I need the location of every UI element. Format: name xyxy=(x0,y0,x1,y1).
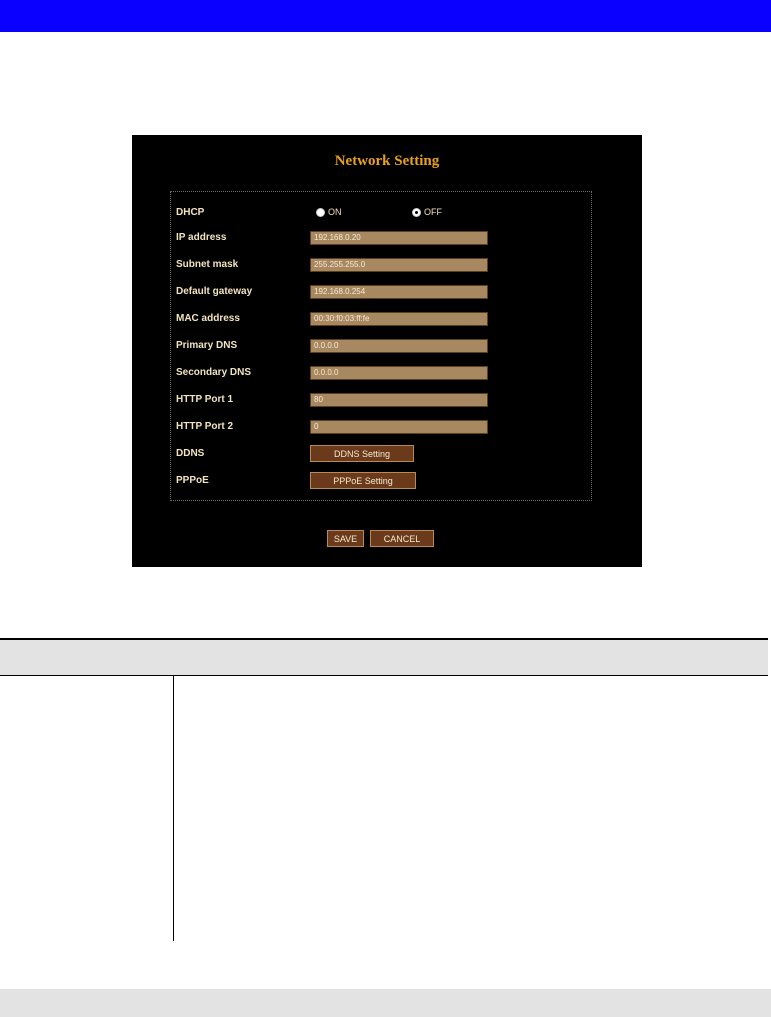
dhcp-on-radio[interactable] xyxy=(316,208,325,217)
ip-address-label: IP address xyxy=(176,232,227,243)
subnet-mask-field[interactable]: 255.255.255.0 xyxy=(310,258,488,272)
table-footer-row xyxy=(0,989,771,1017)
top-banner xyxy=(0,0,771,32)
subnet-mask-label: Subnet mask xyxy=(176,259,239,270)
http-port-1-label: HTTP Port 1 xyxy=(176,394,234,405)
table-header-row xyxy=(0,640,768,676)
dhcp-off-option[interactable] xyxy=(412,207,442,217)
ddns-label: DDNS xyxy=(176,448,205,459)
ip-address-field[interactable]: 192.168.0.20 xyxy=(310,231,488,245)
primary-dns-field[interactable]: 0.0.0.0 xyxy=(310,339,488,353)
network-setting-panel xyxy=(132,135,642,567)
table-column-divider xyxy=(173,676,174,941)
save-button[interactable]: SAVE xyxy=(327,530,364,547)
secondary-dns-label: Secondary DNS xyxy=(176,367,252,378)
http-port-2-label: HTTP Port 2 xyxy=(176,421,234,432)
pppoe-label: PPPoE xyxy=(176,475,209,486)
dhcp-on-option[interactable] xyxy=(316,207,342,217)
mac-address-label: MAC address xyxy=(176,313,240,324)
http-port-1-field[interactable]: 80 xyxy=(310,393,488,407)
mac-address-field[interactable]: 00:30:f0:03:ff:fe xyxy=(310,312,488,326)
dhcp-on-label: ON xyxy=(328,207,342,217)
ddns-setting-button[interactable]: DDNS Setting xyxy=(310,445,414,462)
default-gateway-field[interactable]: 192.168.0.254 xyxy=(310,285,488,299)
primary-dns-label: Primary DNS xyxy=(176,340,238,351)
dhcp-off-radio[interactable] xyxy=(412,208,421,217)
http-port-2-field[interactable]: 0 xyxy=(310,420,488,434)
dhcp-label: DHCP xyxy=(176,207,205,218)
pppoe-setting-button[interactable]: PPPoE Setting xyxy=(310,472,416,489)
dhcp-off-label: OFF xyxy=(424,207,442,217)
default-gateway-label: Default gateway xyxy=(176,286,253,297)
cancel-button[interactable]: CANCEL xyxy=(370,530,434,547)
panel-title: Network Setting xyxy=(334,153,440,169)
secondary-dns-field[interactable]: 0.0.0.0 xyxy=(310,366,488,380)
